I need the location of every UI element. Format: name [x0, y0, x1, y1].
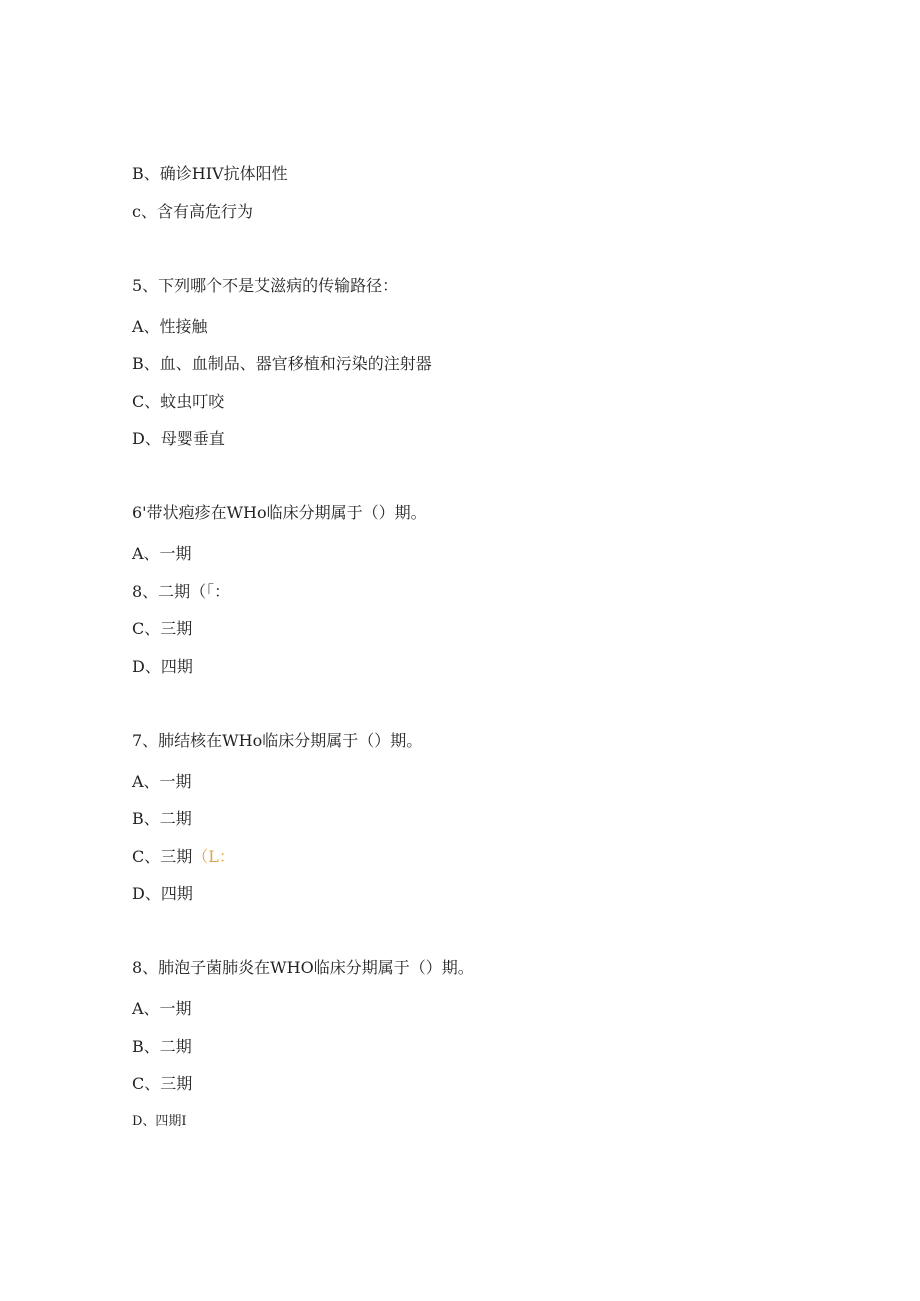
option-line: B、确诊HIV抗体阳性	[132, 164, 288, 183]
option-line: 8、二期（「：	[132, 582, 231, 601]
option-line: A、一期	[132, 772, 192, 791]
option-line: D、四期	[132, 884, 193, 903]
option-line: D、四期	[132, 657, 193, 676]
option-line: D、母婴垂直	[132, 429, 225, 448]
option-line: c、含有高危行为	[132, 202, 253, 221]
option-line: B、二期	[132, 809, 192, 828]
question-line: 5、下列哪个不是艾滋病的传输路径：	[132, 276, 399, 295]
option-text: C、三期	[132, 847, 193, 866]
option-line: C、三期	[132, 1074, 193, 1093]
answer-annotation: （L：	[192, 847, 235, 866]
option-line: B、二期	[132, 1037, 192, 1056]
option-line	[132, 847, 235, 867]
option-line: A、一期	[132, 999, 192, 1018]
option-line: B、血、血制品、器官移植和污染的注射器	[132, 354, 432, 373]
option-line: C、蚊虫叮咬	[132, 392, 225, 411]
option-line: C、三期	[132, 619, 193, 638]
option-line: A、性接触	[132, 317, 208, 336]
option-line: D、四期I	[132, 1114, 187, 1129]
question-line: 6'带状疱疹在WHo临床分期属于（）期。	[132, 503, 427, 522]
question-line: 8、肺泡子菌肺炎在WHO临床分期属于（）期。	[132, 958, 474, 977]
question-line: 7、肺结核在WHo临床分期属于（）期。	[132, 731, 423, 750]
option-line: A、一期	[132, 544, 192, 563]
